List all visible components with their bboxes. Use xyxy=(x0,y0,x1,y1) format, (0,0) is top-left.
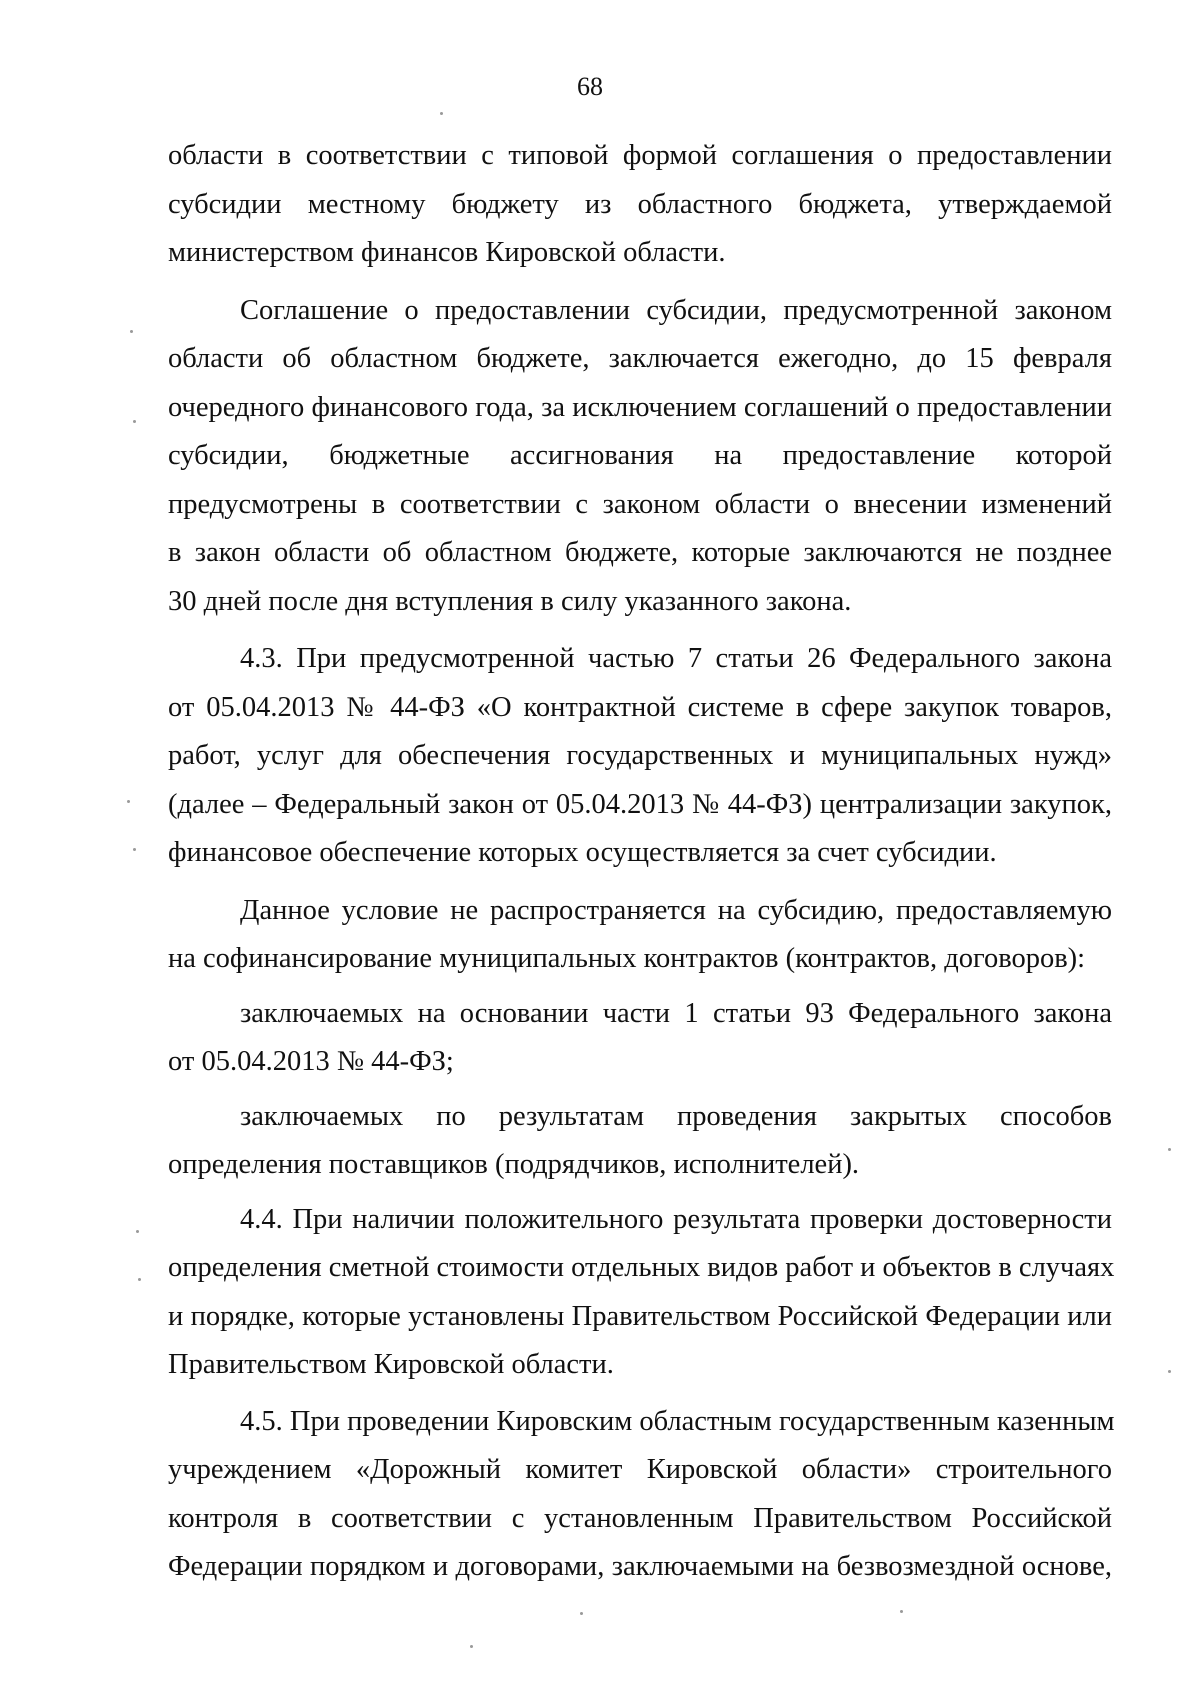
scan-speck xyxy=(130,330,133,333)
text-line: министерством финансов Кировской области. xyxy=(168,237,726,268)
paragraph xyxy=(168,287,1112,627)
paragraph xyxy=(168,1398,1115,1592)
text-line: контроля в соответствии с установленным Правительством Российской xyxy=(168,1502,1112,1534)
page-number: 68 xyxy=(577,72,603,101)
text-line: определения поставщиков (подрядчиков, исполнителей). xyxy=(168,1149,860,1180)
text-line: области об областном бюджете, заключается ежегодно, до 15 февраля xyxy=(168,343,1112,374)
text-line: работ, услуг для обеспечения государственных и муниципальных нужд» xyxy=(168,740,1112,771)
text-line: заключаемых по результатам проведения закрытых способов xyxy=(240,1100,1112,1132)
text-line: 4.3. При предусмотренной частью 7 статьи 26 Федерального закона xyxy=(240,643,1112,674)
text-line: очередного финансового года, за исключением соглашений о предоставлении xyxy=(168,391,1112,423)
paragraph xyxy=(168,1196,1115,1390)
paragraph xyxy=(168,635,1112,878)
text-line: в закон области об областном бюджете, которые заключаются не позднее xyxy=(168,537,1112,568)
text-line: Федерации порядком и договорами, заключаемыми на безвозмездной основе, xyxy=(168,1551,1112,1582)
text-line: определения сметной стоимости отдельных видов работ и объектов в случаях xyxy=(168,1252,1115,1283)
scan-speck xyxy=(127,800,130,803)
document-body xyxy=(168,132,1115,1592)
scan-speck xyxy=(900,1610,903,1613)
text-line: области в соответствии с типовой формой соглашения о предоставлении xyxy=(168,140,1112,171)
text-line: финансовое обеспечение которых осуществляется за счет субсидии. xyxy=(168,837,997,868)
text-line: субсидии местному бюджету из областного бюджета, утверждаемой xyxy=(168,188,1112,220)
paragraph xyxy=(168,990,1112,1087)
text-line: Соглашение о предоставлении субсидии, предусмотренной законом xyxy=(240,294,1112,326)
text-line: предусмотрены в соответствии с законом области о внесении изменений xyxy=(168,488,1112,520)
scan-speck xyxy=(440,112,443,115)
text-line: 4.4. При наличии положительного результата проверки достоверности xyxy=(240,1203,1112,1235)
text-line: на софинансирование муниципальных контрактов (контрактов, договоров): xyxy=(168,943,1086,974)
text-line: (далее – Федеральный закон от 05.04.2013 № 44-ФЗ) централизации закупок, xyxy=(168,788,1112,820)
scan-speck xyxy=(136,1230,139,1233)
scan-speck xyxy=(133,420,136,423)
text-line: 30 дней после дня вступления в силу указанного закона. xyxy=(168,585,852,617)
text-line: заключаемых на основании части 1 статьи 93 Федерального закона xyxy=(240,997,1112,1029)
paragraph xyxy=(168,887,1112,984)
scan-speck xyxy=(138,1278,141,1281)
scan-speck xyxy=(1168,1148,1171,1151)
text-line: субсидии, бюджетные ассигнования на предоставление которой xyxy=(168,440,1112,471)
text-line: и порядке, которые установлены Правительством Российской Федерации или xyxy=(168,1300,1112,1332)
paragraph xyxy=(168,132,1112,278)
scan-speck xyxy=(470,1645,473,1648)
text-line: Данное условие не распространяется на субсидию, предоставляемую xyxy=(240,894,1112,926)
text-line: от 05.04.2013 № 44-ФЗ «О контрактной системе в сфере закупок товаров, xyxy=(168,691,1112,723)
scan-speck xyxy=(133,848,136,851)
text-line: учреждением «Дорожный комитет Кировской области» строительного xyxy=(168,1454,1112,1485)
paragraph xyxy=(168,1093,1112,1190)
text-line: от 05.04.2013 № 44-ФЗ; xyxy=(168,1046,454,1077)
scan-speck xyxy=(1168,1370,1171,1373)
text-line: Правительством Кировской области. xyxy=(168,1349,614,1380)
scan-speck xyxy=(580,1612,583,1615)
text-line: 4.5. При проведении Кировским областным государственным казенным xyxy=(240,1405,1115,1437)
